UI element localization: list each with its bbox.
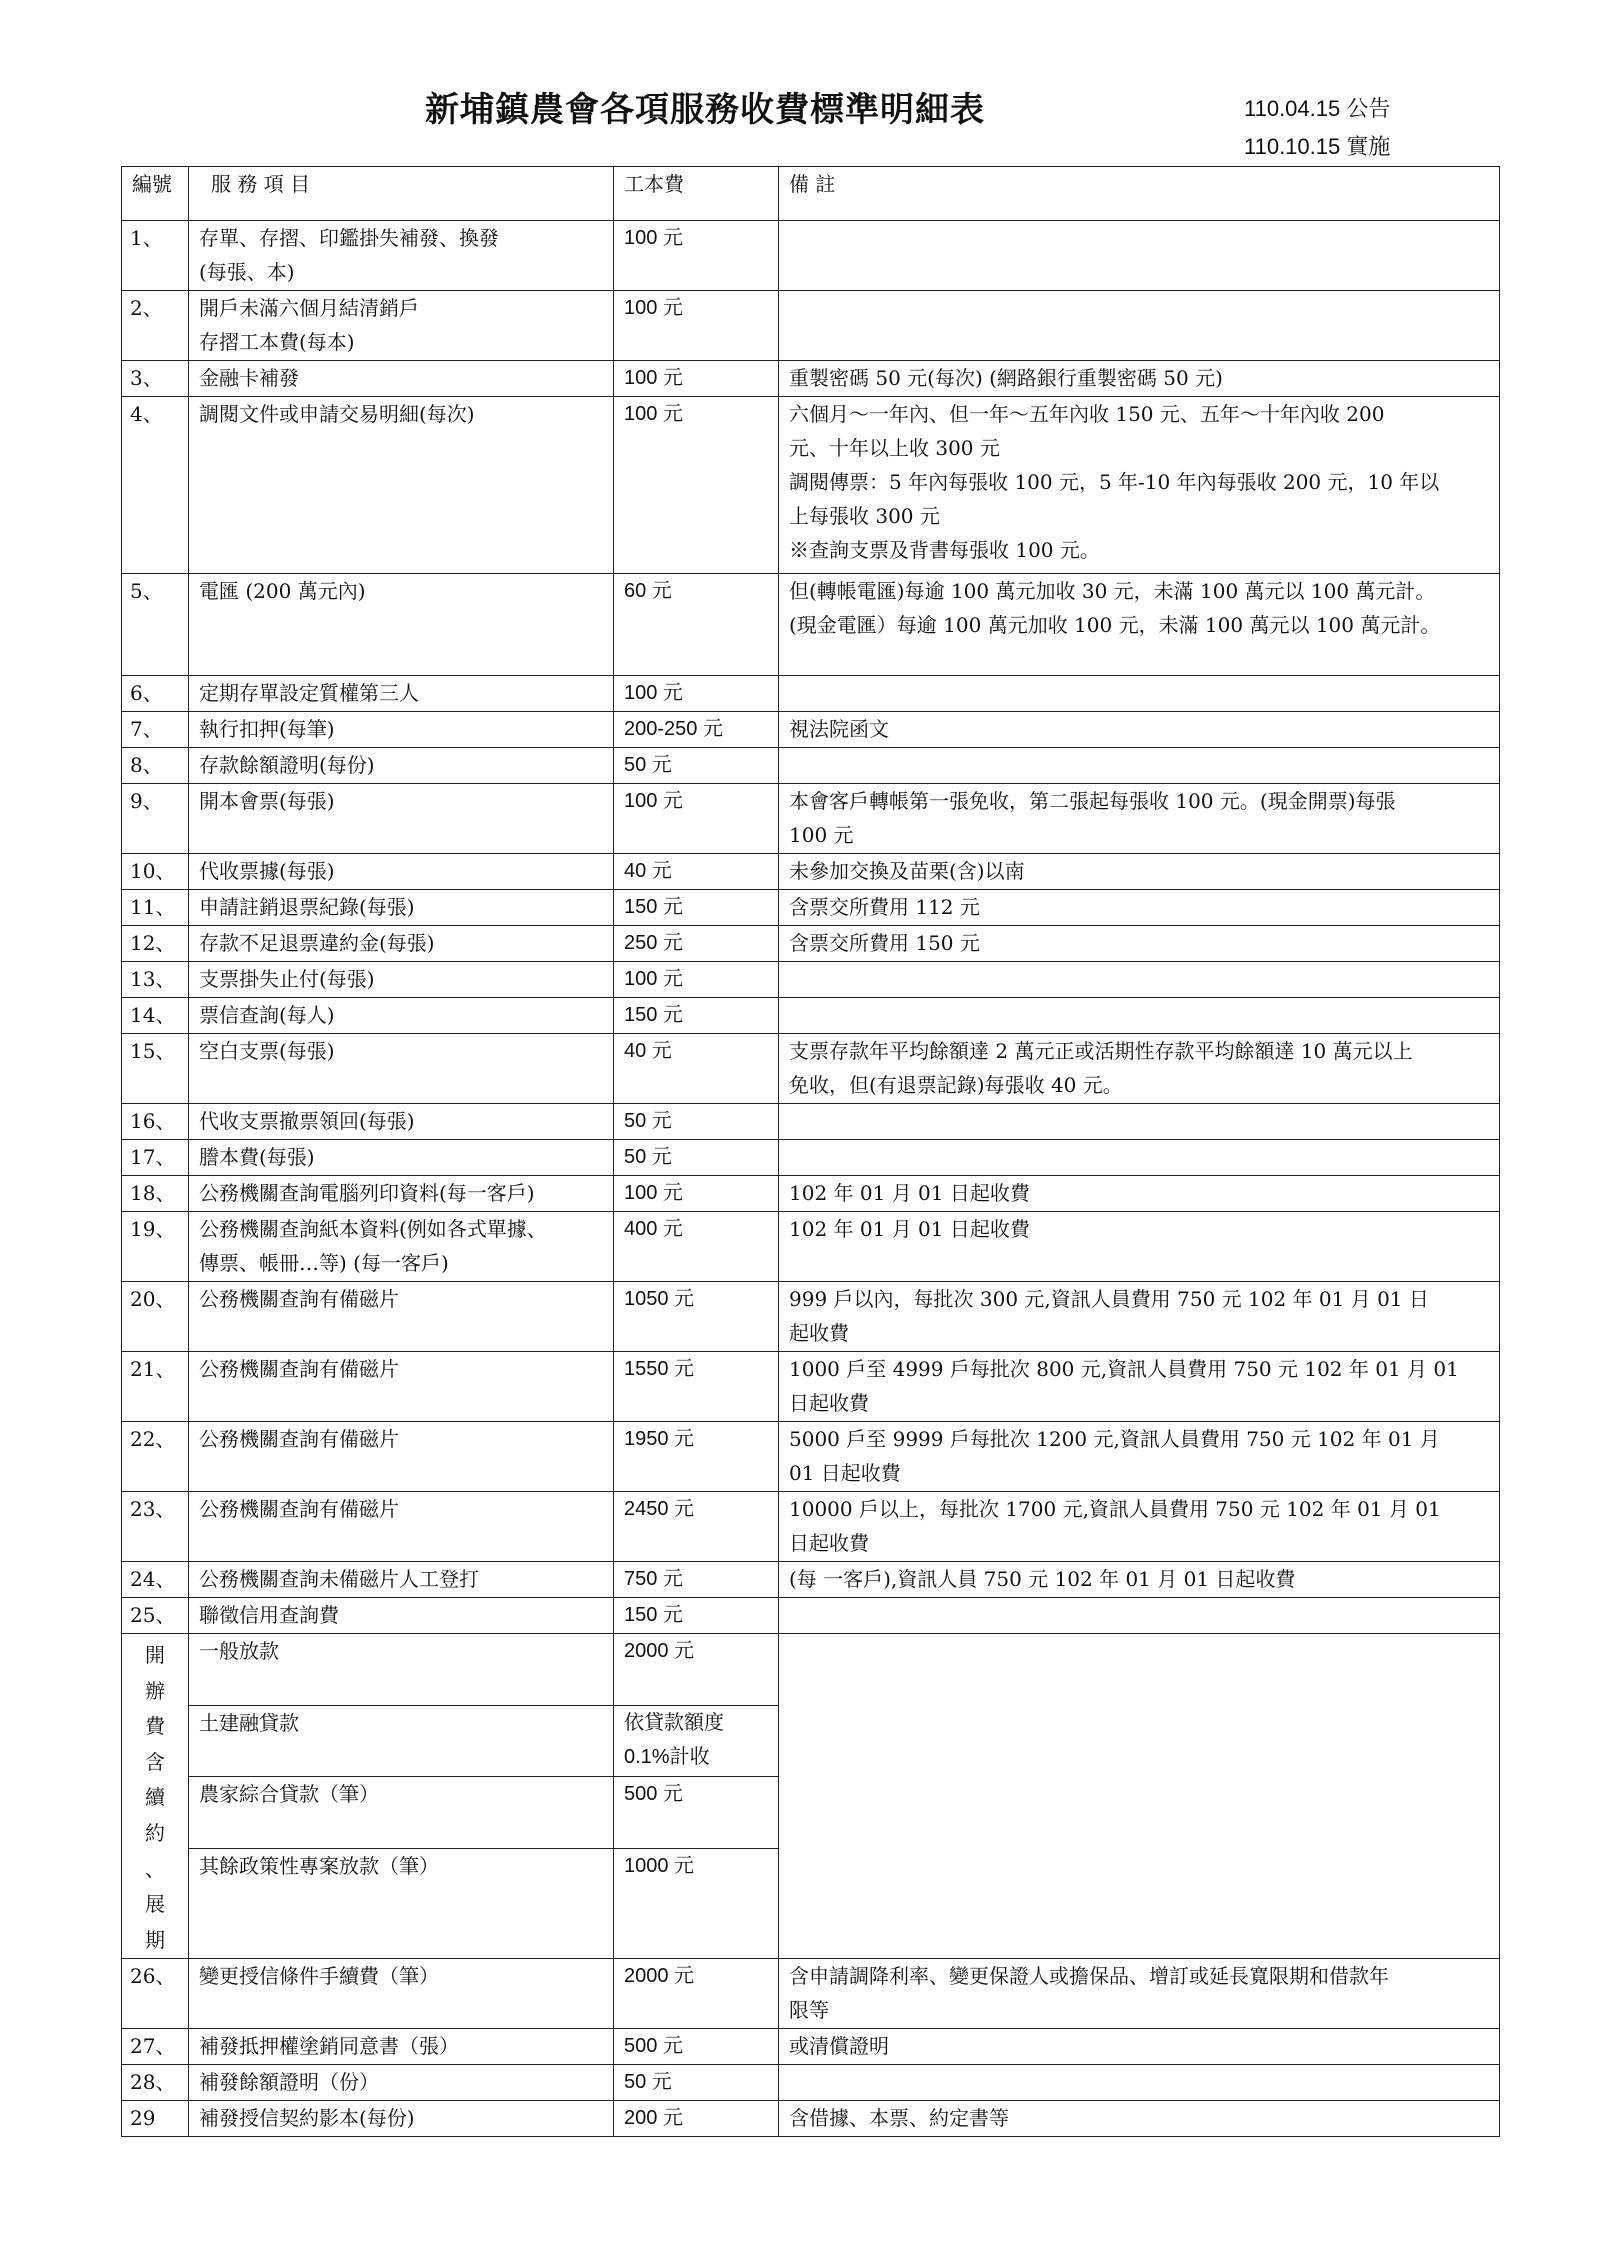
fee-amount: 250 元 (614, 926, 779, 962)
row-number: 19、 (122, 1212, 189, 1282)
table-row (122, 890, 1500, 926)
service-item: 一般放款 (189, 1634, 614, 1706)
remark (779, 748, 1500, 784)
table-row (122, 361, 1500, 397)
fee-amount: 50 元 (614, 2065, 779, 2101)
row-number: 13、 (122, 962, 189, 998)
table-header-row (122, 167, 1500, 221)
row-number: 8、 (122, 748, 189, 784)
table-row (122, 676, 1500, 712)
table-row (122, 1176, 1500, 1212)
row-number: 7、 (122, 712, 189, 748)
table-row (122, 926, 1500, 962)
remark: 六個月～一年內、但一年～五年內收 150 元、五年～十年內收 200 元、十年以上收 300 元 調閱傳票：5 年內每張收 100 元，5 年-10 年內每張收 200 元，10 年以 上每張收 300 元 ※查詢支票及背書每張收 100 元。 (779, 397, 1500, 574)
remark: 1000 戶至 4999 戶每批次 800 元,資訊人員費用 750 元 102 年 01 月 01 日起收費 (779, 1352, 1500, 1422)
remark: 999 戶以內，每批次 300 元,資訊人員費用 750 元 102 年 01 月 01 日 起收費 (779, 1282, 1500, 1352)
table-row (122, 291, 1500, 361)
service-item: 代收支票撤票領回(每張) (189, 1104, 614, 1140)
service-item: 公務機關查詢有備磁片 (189, 1492, 614, 1562)
table-row (122, 221, 1500, 291)
loan-fee-label-char: 期 (145, 1927, 165, 1952)
service-item: 補發抵押權塗銷同意書（張） (189, 2029, 614, 2065)
service-item: 開本會票(每張) (189, 784, 614, 854)
row-number: 25、 (122, 1598, 189, 1634)
service-item: 支票掛失止付(每張) (189, 962, 614, 998)
row-number: 12、 (122, 926, 189, 962)
fee-amount: 150 元 (614, 1598, 779, 1634)
loan-fee-label-char: 開 (145, 1643, 165, 1667)
row-number: 26、 (122, 1959, 189, 2029)
remark: 含票交所費用 150 元 (779, 926, 1500, 962)
remark: 支票存款年平均餘額達 2 萬元正或活期性存款平均餘額達 10 萬元以上 免收，但(有退票記錄)每張收 40 元。 (779, 1034, 1500, 1104)
remark: 本會客戶轉帳第一張免收，第二張起每張收 100 元。(現金開票)每張 100 元 (779, 784, 1500, 854)
service-item: 補發餘額證明（份） (189, 2065, 614, 2101)
service-item: 存款不足退票違約金(每張) (189, 926, 614, 962)
fee-amount: 100 元 (614, 221, 779, 291)
table-row (122, 1104, 1500, 1140)
table-row (122, 712, 1500, 748)
row-number: 27、 (122, 2029, 189, 2065)
row-number: 29 (122, 2101, 189, 2137)
service-item: 謄本費(每張) (189, 1140, 614, 1176)
remark: 或清償證明 (779, 2029, 1500, 2065)
row-number: 4、 (122, 397, 189, 574)
remark: 未參加交換及苗栗(含)以南 (779, 854, 1500, 890)
service-item: 票信查詢(每人) (189, 998, 614, 1034)
service-item: 調閱文件或申請交易明細(每次) (189, 397, 614, 574)
service-item: 存款餘額證明(每份) (189, 748, 614, 784)
fee-amount: 100 元 (614, 784, 779, 854)
remark (779, 1140, 1500, 1176)
loan-fee-label-char: 辦 (145, 1678, 165, 1703)
service-item: 農家綜合貸款（筆） (189, 1777, 614, 1849)
table-row (122, 1598, 1500, 1634)
remark: 含借據、本票、約定書等 (779, 2101, 1500, 2137)
fee-amount: 1000 元 (614, 1848, 779, 1959)
loan-fee-group-label (122, 1634, 189, 1959)
row-number: 24、 (122, 1562, 189, 1598)
table-row (122, 2029, 1500, 2065)
service-item: 公務機關查詢未備磁片人工登打 (189, 1562, 614, 1598)
table-row (122, 1492, 1500, 1562)
table-row (122, 1034, 1500, 1104)
effective-date: 110.10.15 實施 (1244, 134, 1391, 159)
service-item: 申請註銷退票紀錄(每張) (189, 890, 614, 926)
remark (779, 962, 1500, 998)
fee-amount: 2000 元 (614, 1634, 779, 1706)
row-number: 14、 (122, 998, 189, 1034)
service-item: 公務機關查詢有備磁片 (189, 1352, 614, 1422)
table-row (122, 397, 1500, 574)
loan-fee-label-char: 、 (145, 1856, 165, 1881)
fee-amount: 50 元 (614, 1104, 779, 1140)
table-row (122, 962, 1500, 998)
remark: 含票交所費用 112 元 (779, 890, 1500, 926)
remark (779, 291, 1500, 361)
remark (779, 1598, 1500, 1634)
header-item: 服 務 項 目 (189, 167, 614, 221)
announce-date: 110.04.15 公告 (1244, 96, 1391, 121)
table-row (122, 1140, 1500, 1176)
table-row (122, 1212, 1500, 1282)
row-number: 23、 (122, 1492, 189, 1562)
fee-amount: 60 元 (614, 574, 779, 676)
remark: 10000 戶以上，每批次 1700 元,資訊人員費用 750 元 102 年 01 月 01 日起收費 (779, 1492, 1500, 1562)
fee-table-body-a (122, 167, 1500, 1634)
fee-amount: 40 元 (614, 854, 779, 890)
remark (779, 221, 1500, 291)
fee-amount: 100 元 (614, 676, 779, 712)
row-number: 18、 (122, 1176, 189, 1212)
row-number: 16、 (122, 1104, 189, 1140)
header-note: 備 註 (779, 167, 1500, 221)
row-number: 21、 (122, 1352, 189, 1422)
table-row (122, 574, 1500, 676)
remark (779, 676, 1500, 712)
row-number: 6、 (122, 676, 189, 712)
fee-amount: 1950 元 (614, 1422, 779, 1492)
fee-amount: 100 元 (614, 397, 779, 574)
table-row (122, 748, 1500, 784)
fee-table (121, 166, 1500, 2137)
table-row (122, 998, 1500, 1034)
loan-fee-group (122, 1634, 1500, 1959)
fee-amount: 200-250 元 (614, 712, 779, 748)
table-row (122, 1959, 1500, 2029)
row-number: 28、 (122, 2065, 189, 2101)
fee-amount: 100 元 (614, 962, 779, 998)
service-item: 公務機關查詢電腦列印資料(每一客戶) (189, 1176, 614, 1212)
row-number: 11、 (122, 890, 189, 926)
fee-amount: 200 元 (614, 2101, 779, 2137)
table-row (122, 1352, 1500, 1422)
service-item: 補發授信契約影本(每份) (189, 2101, 614, 2137)
table-row (122, 2065, 1500, 2101)
remark (779, 998, 1500, 1034)
service-item: 變更授信條件手續費（筆） (189, 1959, 614, 2029)
header-num: 編號 (122, 167, 189, 221)
table-row (122, 854, 1500, 890)
service-item: 其餘政策性專案放款（筆） (189, 1848, 614, 1959)
service-item: 公務機關查詢紙本資料(例如各式單據、 傳票、帳冊…等) (每一客戶) (189, 1212, 614, 1282)
loan-fee-label-char: 續 (145, 1785, 165, 1810)
table-row (122, 784, 1500, 854)
fee-amount: 1550 元 (614, 1352, 779, 1422)
service-item: 土建融貸款 (189, 1705, 614, 1777)
service-item: 執行扣押(每筆) (189, 712, 614, 748)
table-row (122, 1422, 1500, 1492)
service-item: 電匯 (200 萬元內) (189, 574, 614, 676)
loan-fee-label-char: 含 (145, 1749, 165, 1774)
row-number: 10、 (122, 854, 189, 890)
remark: 102 年 01 月 01 日起收費 (779, 1212, 1500, 1282)
header-fee: 工本費 (614, 167, 779, 221)
fee-amount: 50 元 (614, 1140, 779, 1176)
fee-amount: 150 元 (614, 998, 779, 1034)
fee-amount: 50 元 (614, 748, 779, 784)
fee-amount: 2000 元 (614, 1959, 779, 2029)
fee-amount: 150 元 (614, 890, 779, 926)
service-item: 聯徵信用查詢費 (189, 1598, 614, 1634)
row-number: 5、 (122, 574, 189, 676)
row-number: 20、 (122, 1282, 189, 1352)
remark: 含申請調降利率、變更保證人或擔保品、增訂或延長寬限期和借款年 限等 (779, 1959, 1500, 2029)
fee-amount: 100 元 (614, 361, 779, 397)
page-title: 新埔鎮農會各項服務收費標準明細表 (425, 90, 985, 130)
service-item: 存單、存摺、印鑑掛失補發、換發 (每張、本) (189, 221, 614, 291)
remark (779, 1104, 1500, 1140)
loan-fee-label-char: 展 (145, 1892, 165, 1917)
fee-amount: 750 元 (614, 1562, 779, 1598)
service-item: 開戶未滿六個月結清銷戶 存摺工本費(每本) (189, 291, 614, 361)
table-row (122, 1634, 1500, 1706)
row-number: 22、 (122, 1422, 189, 1492)
remark (779, 2065, 1500, 2101)
fee-amount: 400 元 (614, 1212, 779, 1282)
remark: 5000 戶至 9999 戶每批次 1200 元,資訊人員費用 750 元 102 年 01 月 01 日起收費 (779, 1422, 1500, 1492)
table-row (122, 1562, 1500, 1598)
fee-amount: 100 元 (614, 1176, 779, 1212)
fee-amount: 500 元 (614, 1777, 779, 1849)
row-number: 17、 (122, 1140, 189, 1176)
row-number: 15、 (122, 1034, 189, 1104)
service-item: 公務機關查詢有備磁片 (189, 1282, 614, 1352)
fee-amount: 40 元 (614, 1034, 779, 1104)
table-row (122, 2101, 1500, 2137)
fee-amount: 100 元 (614, 291, 779, 361)
remark: 視法院函文 (779, 712, 1500, 748)
fee-amount: 1050 元 (614, 1282, 779, 1352)
service-item: 金融卡補發 (189, 361, 614, 397)
row-number: 1、 (122, 221, 189, 291)
remark: 但(轉帳電匯)每逾 100 萬元加收 30 元，未滿 100 萬元以 100 萬元計。 (現金電匯）每逾 100 萬元加收 100 元，未滿 100 萬元以 100 萬元計。 (779, 574, 1500, 676)
service-item: 公務機關查詢有備磁片 (189, 1422, 614, 1492)
table-row (122, 1282, 1500, 1352)
loan-fee-remark (779, 1634, 1500, 1959)
remark: 重製密碼 50 元(每次) (網路銀行重製密碼 50 元) (779, 361, 1500, 397)
service-item: 空白支票(每張) (189, 1034, 614, 1104)
remark: (每 一客戶),資訊人員 750 元 102 年 01 月 01 日起收費 (779, 1562, 1500, 1598)
fee-amount: 依貸款額度 0.1%計收 (614, 1705, 779, 1777)
service-item: 代收票據(每張) (189, 854, 614, 890)
remark: 102 年 01 月 01 日起收費 (779, 1176, 1500, 1212)
loan-fee-label-char: 約 (145, 1820, 165, 1845)
loan-fee-label-char: 費 (145, 1714, 165, 1739)
service-item: 定期存單設定質權第三人 (189, 676, 614, 712)
row-number: 9、 (122, 784, 189, 854)
row-number: 3、 (122, 361, 189, 397)
row-number: 2、 (122, 291, 189, 361)
fee-amount: 500 元 (614, 2029, 779, 2065)
fee-amount: 2450 元 (614, 1492, 779, 1562)
fee-table-body-b (122, 1959, 1500, 2137)
